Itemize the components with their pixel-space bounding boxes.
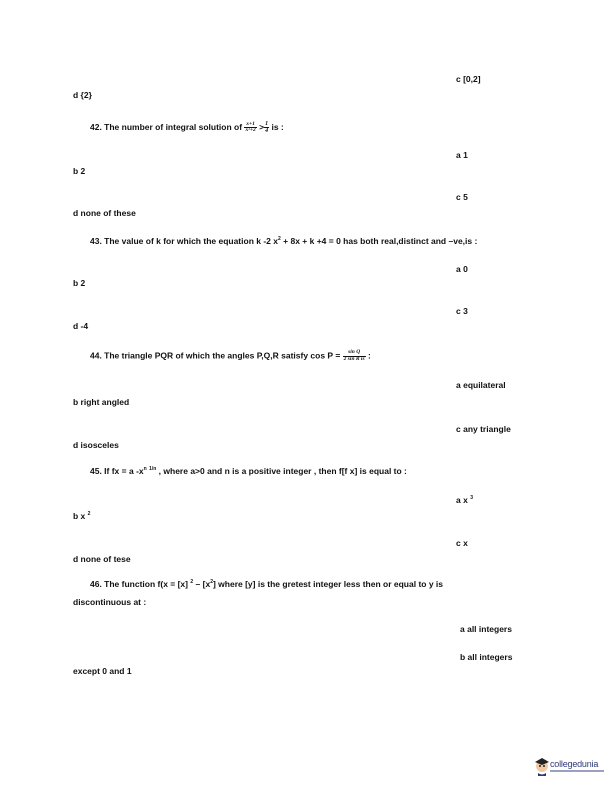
fraction-denominator: 4	[265, 128, 269, 134]
option-b-q43: b 2	[73, 278, 86, 288]
option-a-q44: a equilateral	[456, 380, 506, 390]
question-42	[90, 121, 284, 134]
exponent: 3	[470, 495, 473, 501]
question-43-text-cont: + 8x + k +4 = 0 has both real,distinct and –ve,is :	[283, 236, 478, 246]
option-c-q45: c x	[456, 538, 468, 548]
brand-tagline-bar	[550, 770, 604, 772]
fraction-numerator: 1	[265, 121, 269, 127]
question-45-text-cont: , where a>0 and n is a positive integer , then f[f x] is equal to :	[158, 466, 407, 476]
option-d-q41: d {2}	[73, 90, 92, 100]
option-a-q42: a 1	[456, 150, 468, 160]
question-46-line2: discontinuous at :	[73, 597, 147, 607]
question-45	[90, 467, 407, 476]
greater-than: >	[259, 121, 265, 132]
brand-name: collegedunia	[550, 759, 599, 769]
option-d-q42: d none of these	[73, 208, 136, 218]
option-c-q42: c 5	[456, 192, 468, 202]
fraction-numerator: sin Q	[343, 350, 366, 357]
option-b-q46-cont: except 0 and 1	[73, 666, 132, 676]
question-42-tail: is :	[271, 121, 284, 132]
option-d-q44: d isosceles	[73, 440, 119, 450]
question-42-text: 42. The number of integral solution of	[90, 121, 243, 132]
mascot-icon	[534, 756, 550, 776]
fraction-denominator: x²+2	[245, 127, 256, 133]
question-44-tail: :	[367, 350, 371, 361]
question-43-text: 43. The value of k for which the equation k -2 x	[90, 236, 278, 246]
fraction-denominator: 2 sin R is	[343, 355, 365, 362]
option-b-q42: b 2	[73, 166, 86, 176]
question-44	[90, 350, 371, 362]
collegedunia-logo	[534, 756, 606, 778]
exponent: 2	[87, 511, 91, 517]
question-45-text: 45. If fx = a -x	[90, 466, 144, 476]
option-c-q44: c any triangle	[456, 424, 511, 434]
fraction-one-quarter	[264, 121, 269, 134]
option-b-text: b x	[73, 511, 86, 521]
option-c-q43: c 3	[456, 306, 468, 316]
option-d-q45: d none of tese	[73, 554, 131, 564]
option-d-q43: d -4	[73, 321, 89, 331]
question-46-text-cont: – [x	[195, 579, 211, 589]
exponent-n: n	[143, 466, 147, 472]
option-b-q45	[73, 512, 90, 521]
exponent-1-over-n: 1/n	[149, 466, 157, 472]
option-a-text: a x	[456, 495, 468, 505]
fraction-sinq-over-2sinr	[343, 350, 366, 362]
exponent: 2	[277, 236, 281, 242]
option-a-q45	[456, 496, 473, 505]
question-46	[90, 580, 443, 589]
exponent: 2	[190, 579, 194, 585]
option-a-q46: a all integers	[460, 624, 512, 634]
question-46-text-end: ] where [y] is the gretest integer less then or equal to y is	[212, 579, 443, 589]
option-b-q44: b right angled	[73, 397, 130, 407]
fraction-x-plus-1	[244, 122, 256, 134]
question-44-text: 44. The triangle PQR of which the angles P,Q,R satisfy cos P =	[90, 350, 341, 361]
option-a-q43: a 0	[456, 264, 468, 274]
exponent: 2	[210, 579, 213, 585]
question-43	[90, 237, 477, 246]
option-b-q46: b all integers	[460, 652, 513, 662]
option-c-q41: c [0,2]	[456, 74, 481, 84]
fraction-numerator: x+1	[246, 120, 255, 127]
question-46-text: 46. The function f(x = [x]	[90, 579, 188, 589]
